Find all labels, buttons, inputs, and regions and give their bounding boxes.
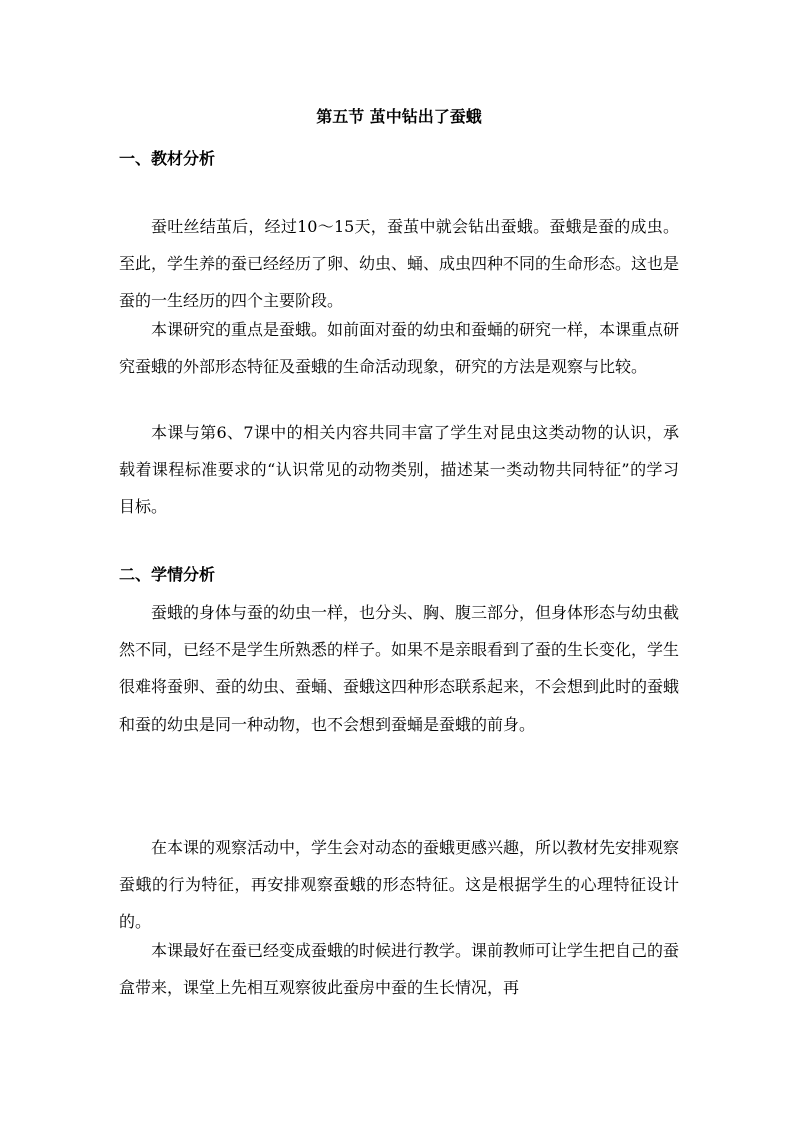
- section-heading-textbook-analysis: 一、教材分析: [119, 149, 216, 168]
- paragraph: 本课与第6、7课中的相关内容共同丰富了学生对昆虫这类动物的认识，承载着课程标准要求的“认识常见的动物类别，描述某一类动物共同特征”的学习目标。: [119, 423, 679, 517]
- paragraph: 蚕吐丝结茧后，经过10～15天，蚕茧中就会钻出蚕蛾。蚕蛾是蚕的成虫。至此，学生养的蚕已经经历了卵、幼虫、蛹、成虫四种不同的生命形态。这也是蚕的一生经历的四个主要阶段。: [119, 217, 680, 311]
- paragraph: 本课最好在蚕已经变成蚕蛾的时候进行教学。课前教师可让学生把自己的蚕盒带来，课堂上先相互观察彼此蚕房中蚕的生长情况，再: [119, 941, 680, 998]
- paragraph: 在本课的观察活动中，学生会对动态的蚕蛾更感兴趣，所以教材先安排观察蚕蛾的行为特征，再安排观察蚕蛾的形态特征。这是根据学生的心理特征设计的。: [119, 838, 680, 932]
- paragraph: 本课研究的重点是蚕蛾。如前面对蚕的幼虫和蚕蛹的研究一样，本课重点研究蚕蛾的外部形态特征及蚕蛾的生命活动现象，研究的方法是观察与比较。: [119, 320, 680, 377]
- page-title: 第五节 茧中钻出了蚕蛾: [316, 107, 482, 126]
- paragraph: 蚕蛾的身体与蚕的幼虫一样，也分头、胸、腹三部分，但身体形态与幼虫截然不同，已经不是学生所熟悉的样子。如果不是亲眼看到了蚕的生长变化，学生很难将蚕卵、蚕的幼虫、蚕蛹、蚕蛾这四种形态联系起来，不会想到此时的蚕蛾和蚕的幼虫是同一种动物，也不会想到蚕蛹是蚕蛾的前身。: [119, 603, 680, 734]
- section-heading-learner-analysis: 二、学情分析: [119, 565, 216, 584]
